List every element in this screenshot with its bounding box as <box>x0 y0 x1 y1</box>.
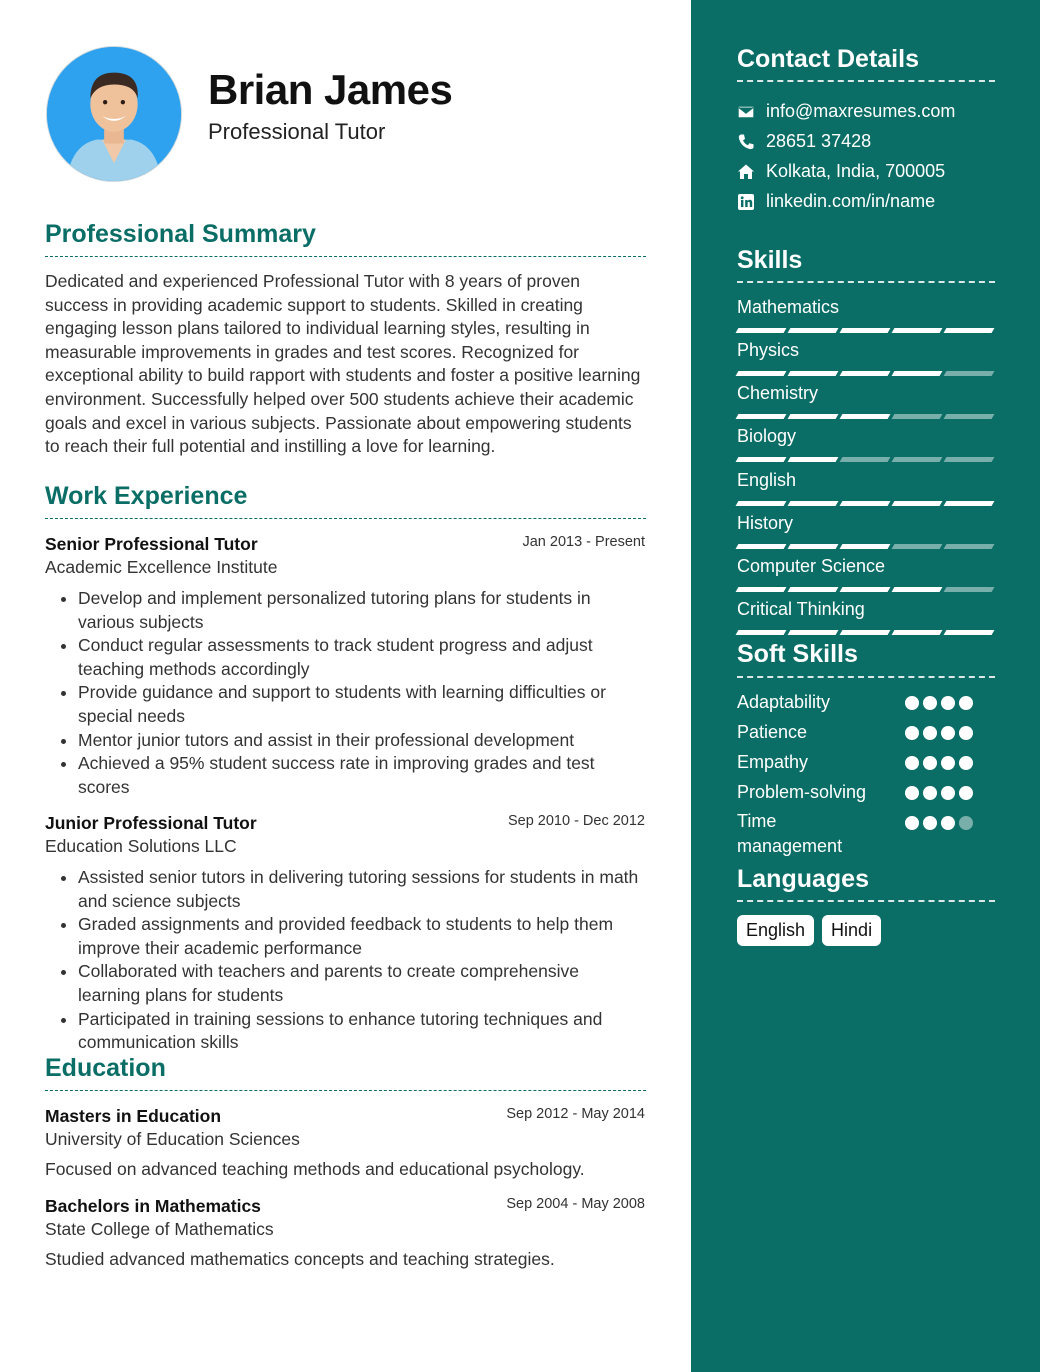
education-dates: Sep 2004 - May 2008 <box>506 1196 645 1212</box>
education-desc: Focused on advanced teaching methods and educational psychology. <box>45 1159 585 1179</box>
education-degree: Masters in Education <box>45 1106 222 1126</box>
candidate-name: Brian James <box>208 66 453 113</box>
education-school: University of Education Sciences <box>45 1129 300 1149</box>
skill-level-segment <box>788 371 839 376</box>
job-entry <box>45 534 645 799</box>
education-school: State College of Mathematics <box>45 1219 274 1239</box>
skill-level-segment <box>788 501 839 506</box>
rating-dot <box>959 756 973 770</box>
job-dates: Jan 2013 - Present <box>522 534 645 550</box>
job-bullet: • Mentor junior tutors and assist in their professional development <box>78 729 645 753</box>
rating-dot <box>941 786 955 800</box>
skill-item <box>737 513 994 549</box>
contact-heading: Contact Details <box>737 45 919 73</box>
skill-level-segment <box>788 414 839 419</box>
soft-skill-rating <box>905 786 973 800</box>
skill-level-bar <box>737 501 994 506</box>
skill-level-segment <box>944 501 995 506</box>
job-bullet: • Collaborated with teachers and parents to create comprehensive learning plans for students <box>78 960 645 1007</box>
skill-label: Computer Science <box>737 556 886 576</box>
skill-item <box>737 297 994 333</box>
envelope-icon <box>737 103 755 121</box>
language-tag: English <box>737 915 814 946</box>
skill-label: Mathematics <box>737 297 840 317</box>
contact-address-text: Kolkata, India, 700005 <box>766 161 946 181</box>
contact-phone[interactable] <box>737 131 871 152</box>
soft-skill-label: Adaptability <box>737 692 831 712</box>
contact-address <box>737 161 945 182</box>
skill-item <box>737 383 994 419</box>
skill-level-segment <box>736 544 787 549</box>
job-bullet: • Conduct regular assessments to track student progress and adjust teaching methods accordingly <box>78 634 645 681</box>
rating-dot <box>923 726 937 740</box>
skill-item <box>737 470 994 506</box>
skill-level-bar <box>737 414 994 419</box>
skill-level-segment <box>892 587 943 592</box>
soft-skill-item <box>737 812 995 859</box>
job-bullet: • Develop and implement personalized tutoring plans for students in various subjects <box>78 587 645 634</box>
rating-dot <box>941 726 955 740</box>
job-bullet: • Participated in training sessions to enhance tutoring techniques and communication skills <box>78 1008 645 1055</box>
rating-dot <box>959 696 973 710</box>
education-heading: Education <box>45 1054 166 1082</box>
job-bullets <box>45 866 645 1055</box>
skill-level-segment <box>736 328 787 333</box>
education-entry <box>45 1196 645 1270</box>
rating-dot <box>923 816 937 830</box>
profile-photo <box>46 46 182 182</box>
rating-dot <box>959 816 973 830</box>
soft-skills-divider <box>737 676 995 678</box>
rating-dot <box>941 696 955 710</box>
skills-divider <box>737 281 995 283</box>
soft-skill-label: Problem-solving <box>737 782 867 802</box>
skill-level-segment <box>892 457 943 462</box>
skill-level-segment <box>892 371 943 376</box>
phone-icon <box>737 133 755 151</box>
job-dates: Sep 2010 - Dec 2012 <box>507 813 645 829</box>
languages-heading: Languages <box>737 865 869 893</box>
skill-level-bar <box>737 328 994 333</box>
skill-level-segment <box>944 457 995 462</box>
job-entry <box>45 813 645 1055</box>
experience-heading: Work Experience <box>45 482 248 510</box>
contact-email-text: info@maxresumes.com <box>766 101 956 121</box>
skill-level-segment <box>944 630 995 635</box>
rating-dot <box>905 726 919 740</box>
job-bullets <box>45 587 645 799</box>
languages-divider <box>737 900 995 902</box>
home-icon <box>737 163 755 181</box>
contact-linkedin-text: linkedin.com/in/name <box>766 191 936 211</box>
skill-level-segment <box>736 630 787 635</box>
rating-dot <box>941 756 955 770</box>
soft-skill-rating <box>905 726 973 740</box>
skill-level-segment <box>892 328 943 333</box>
sidebar <box>691 0 1040 1372</box>
skill-level-segment <box>840 630 891 635</box>
skill-level-segment <box>788 328 839 333</box>
rating-dot <box>959 726 973 740</box>
skill-level-bar <box>737 587 994 592</box>
soft-skill-label: Empathy <box>737 752 809 772</box>
skill-level-bar <box>737 544 994 549</box>
skill-level-segment <box>736 501 787 506</box>
soft-skill-item <box>737 782 995 803</box>
summary-text: Dedicated and experienced Professional Tutor with 8 years of proven success in providing academic support to students. Skilled in creating engaging lesson plans tailored to individual learning styles, resulting in measurable improvements in grades and test scores. Recognized for exceptional ability to build rapport with students and foster a positive learning environment. Successfully helped over 500 students achieve their academic goals and excel in various subjects. Passionate about empowering students to reach their full potential and instilling a love for learning. <box>45 271 641 457</box>
skill-level-segment <box>840 587 891 592</box>
soft-skill-rating <box>905 756 973 770</box>
job-bullet: • Assisted senior tutors in delivering tutoring sessions for students in math and science subjects <box>78 866 645 913</box>
skill-level-segment <box>788 630 839 635</box>
skill-level-segment <box>736 587 787 592</box>
contact-email[interactable] <box>737 101 955 122</box>
skill-label: Critical Thinking <box>737 599 865 619</box>
language-tag: Hindi <box>822 915 881 946</box>
skill-label: Chemistry <box>737 383 819 403</box>
education-desc: Studied advanced mathematics concepts and teaching strategies. <box>45 1249 555 1269</box>
experience-divider <box>45 518 646 519</box>
skill-item <box>737 426 994 462</box>
rating-dot <box>905 786 919 800</box>
skills-heading: Skills <box>737 246 803 274</box>
skill-level-bar <box>737 630 994 635</box>
skill-level-segment <box>944 544 995 549</box>
skill-level-segment <box>840 371 891 376</box>
soft-skill-rating <box>905 816 973 830</box>
soft-skill-item <box>737 722 995 743</box>
summary-heading: Professional Summary <box>45 220 316 248</box>
job-bullet: • Achieved a 95% student success rate in improving grades and test scores <box>78 752 645 799</box>
skill-level-segment <box>736 414 787 419</box>
skill-level-segment <box>840 328 891 333</box>
skill-level-segment <box>840 414 891 419</box>
soft-skill-label: Time management <box>737 811 843 856</box>
languages-list <box>737 915 881 946</box>
education-entry <box>45 1106 645 1180</box>
skill-item <box>737 599 994 635</box>
skill-label: Biology <box>737 426 797 446</box>
skill-level-segment <box>892 501 943 506</box>
rating-dot <box>959 786 973 800</box>
summary-divider <box>45 256 646 257</box>
skill-level-segment <box>788 544 839 549</box>
rating-dot <box>941 816 955 830</box>
skill-level-segment <box>892 544 943 549</box>
contact-linkedin[interactable] <box>737 191 935 212</box>
skill-label: English <box>737 470 797 490</box>
skill-level-segment <box>736 457 787 462</box>
skill-level-segment <box>944 371 995 376</box>
candidate-title: Professional Tutor <box>208 119 386 144</box>
skill-level-segment <box>892 414 943 419</box>
soft-skills-heading: Soft Skills <box>737 640 858 668</box>
skill-item <box>737 556 994 592</box>
contact-divider <box>737 80 995 82</box>
skill-level-segment <box>788 457 839 462</box>
soft-skill-item <box>737 752 995 773</box>
soft-skill-label: Patience <box>737 722 808 742</box>
skill-level-segment <box>944 414 995 419</box>
skill-level-segment <box>840 544 891 549</box>
job-bullet: • Provide guidance and support to students with learning difficulties or special needs <box>78 681 645 728</box>
skill-level-segment <box>892 630 943 635</box>
rating-dot <box>923 756 937 770</box>
education-dates: Sep 2012 - May 2014 <box>506 1106 645 1122</box>
skill-level-segment <box>736 371 787 376</box>
skill-level-segment <box>840 457 891 462</box>
rating-dot <box>923 696 937 710</box>
job-role: Junior Professional Tutor <box>45 813 257 833</box>
skill-level-bar <box>737 371 994 376</box>
rating-dot <box>905 696 919 710</box>
skill-level-segment <box>840 501 891 506</box>
rating-dot <box>923 786 937 800</box>
education-degree: Bachelors in Mathematics <box>45 1196 261 1216</box>
job-org: Education Solutions LLC <box>45 836 237 856</box>
skill-level-segment <box>944 587 995 592</box>
skill-label: History <box>737 513 794 533</box>
skill-level-segment <box>944 328 995 333</box>
skill-level-bar <box>737 457 994 462</box>
job-bullet: • Graded assignments and provided feedback to students to help them improve their academic performance <box>78 913 645 960</box>
soft-skill-item <box>737 692 995 713</box>
rating-dot <box>905 756 919 770</box>
contact-phone-text: 28651 37428 <box>766 131 872 151</box>
education-divider <box>45 1090 646 1091</box>
skill-item <box>737 340 994 376</box>
skill-level-segment <box>788 587 839 592</box>
job-role: Senior Professional Tutor <box>45 534 258 554</box>
job-org: Academic Excellence Institute <box>45 557 278 577</box>
skill-label: Physics <box>737 340 800 360</box>
linkedin-icon <box>737 193 755 211</box>
rating-dot <box>905 816 919 830</box>
soft-skill-rating <box>905 696 973 710</box>
